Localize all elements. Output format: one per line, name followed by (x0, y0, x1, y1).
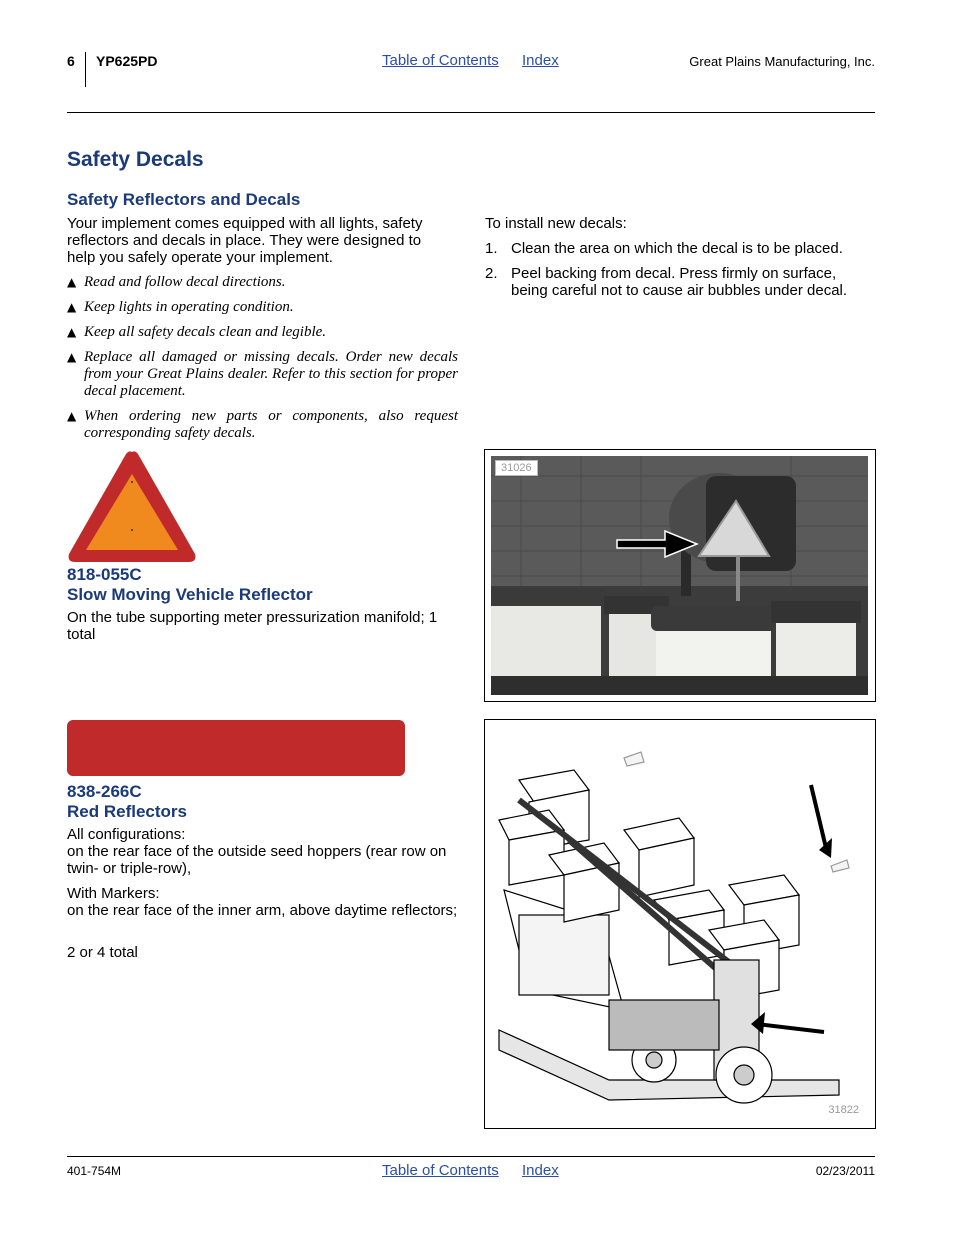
warning-triangle-icon: ▲ (67, 350, 77, 364)
intro-paragraph: Your implement comes equipped with all lights, safety reflectors and decals in place. They were designed to help you safely operate your implement. (67, 215, 423, 266)
header-index-link[interactable]: Index (522, 52, 559, 69)
decal1-description: On the tube supporting meter pressurization manifold; 1 total (67, 609, 438, 643)
header-toc-link[interactable]: Table of Contents (382, 52, 499, 69)
doc-number: 401-754M (67, 1164, 122, 1178)
bullet-item: ▲ Keep lights in operating condition. (67, 299, 294, 315)
footer-rule (67, 1156, 875, 1157)
decal2-name: Red Reflectors (67, 802, 187, 821)
document-date: 02/23/2011 (815, 1164, 875, 1178)
decal1-part-number: 818-055C (67, 565, 142, 584)
decal2-drawing-frame (484, 719, 876, 1129)
bullet-item: ▲ Read and follow decal directions. (67, 274, 286, 290)
decal2-desc-all: All configurations: on the rear face of the outside seed hoppers (rear row on twin- or triple-row), (67, 826, 447, 877)
subsection-title: Safety Reflectors and Decals (67, 190, 301, 209)
bullet-item: ▲ When ordering new parts or components, also request corresponding safety decals. (67, 408, 458, 441)
bullet-item: ▲ Keep all safety decals clean and legible. (67, 324, 327, 340)
footer-index-link[interactable]: Index (522, 1162, 559, 1179)
slow-moving-vehicle-reflector-image (67, 450, 197, 564)
decal2-total: 2 or 4 total (67, 944, 138, 961)
drawing-id-label: 31822 (828, 1104, 859, 1116)
install-lead: To install new decals: (485, 215, 627, 232)
decal1-location-photo (491, 456, 868, 695)
page-number: 6 (67, 53, 75, 69)
warning-triangle-icon: ▲ (67, 325, 77, 339)
photo-id-label: 31026 (495, 460, 538, 476)
decal1-photo-frame (484, 449, 876, 702)
decal1-name: Slow Moving Vehicle Reflector (67, 585, 313, 604)
warning-triangle-icon: ▲ (67, 275, 77, 289)
install-step: 2. Peel backing from decal. Press firmly on surface, being careful not to cause air bubbles under decal. (485, 265, 848, 299)
bullet-item: ▲ Replace all damaged or missing decals. Order new decals from your Great Plains dealer. Refer to this section for proper decal placement. (67, 349, 458, 399)
header-divider (85, 52, 86, 87)
red-reflector-image (67, 720, 405, 776)
warning-triangle-icon: ▲ (67, 409, 77, 423)
pointer-arrow-icon (615, 528, 700, 560)
warning-triangle-icon: ▲ (67, 300, 77, 314)
company-name: Great Plains Manufacturing, Inc. (689, 54, 875, 69)
decal2-desc-markers: With Markers: on the rear face of the inner arm, above daytime reflectors; (67, 885, 458, 919)
decal2-part-number: 838-266C (67, 782, 142, 801)
footer-toc-link[interactable]: Table of Contents (382, 1162, 499, 1179)
model-name: YP625PD (96, 53, 158, 69)
header-rule (67, 112, 875, 113)
section-title: Safety Decals (67, 148, 204, 171)
decal2-location-drawing (489, 740, 871, 1120)
install-step: 1. Clean the area on which the decal is to be placed. (485, 240, 843, 257)
